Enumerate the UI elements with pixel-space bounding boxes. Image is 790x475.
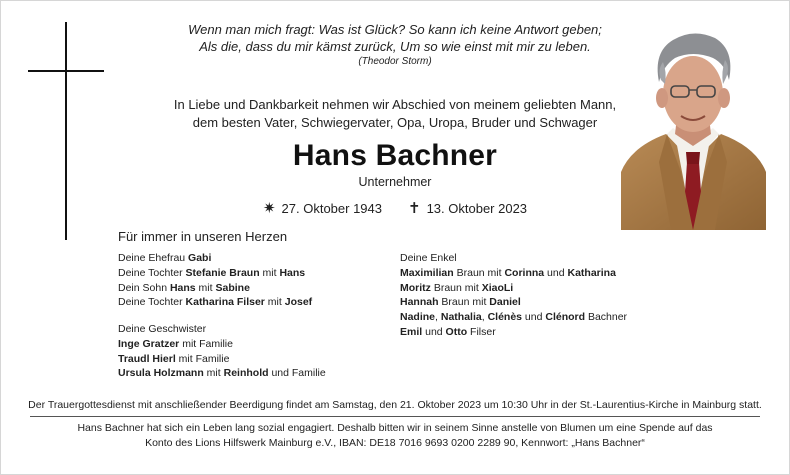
list-item: Deine Tochter Katharina Filser mit Josef	[118, 296, 313, 309]
deceased-name: Hans Bachner	[292, 139, 498, 172]
divider	[30, 416, 760, 417]
list-item: Deine Ehefrau Gabi	[118, 252, 212, 264]
life-dates	[150, 199, 640, 217]
birth-star-icon: ✷	[262, 200, 276, 217]
portrait-illustration	[621, 22, 766, 230]
quote-author: (Theodor Storm)	[358, 56, 432, 67]
quote-line-2: Als die, dass du mir kämst zurück, Um so wie einst mit mir zu leben.	[199, 39, 591, 54]
portrait-photo	[621, 22, 766, 230]
intro-line-1: In Liebe und Dankbarkeit nehmen wir Abschied von meinem geliebten Mann,	[173, 97, 617, 112]
list-item: Nadine, Nathalia, Clénès und Clénord Bachner	[400, 311, 628, 324]
list-item: Moritz Braun mit XiaoLi	[400, 281, 514, 294]
death-date: 13. Oktober 2023	[426, 201, 528, 216]
grandchildren-list	[400, 251, 627, 340]
death-cross-icon: ✝	[408, 200, 421, 217]
funeral-service-notice: Der Trauergottesdienst mit anschließender Beerdigung findet am Samstag, den 21. Oktober 2023 um 10:30 Uhr in der St.-Laurentius-Kirche in Mainburg statt.	[28, 399, 762, 411]
quote-line-1: Wenn man mich fragt: Was ist Glück? So kann ich keine Antwort geben;	[188, 22, 602, 37]
birth-date: 27. Oktober 1943	[281, 201, 382, 216]
cross-icon-vertical	[65, 22, 67, 240]
list-item: Emil und Otto Filser	[400, 325, 496, 338]
siblings-heading: Deine Geschwister	[118, 323, 207, 335]
siblings-list	[118, 322, 326, 381]
list-item: Maximilian Braun mit Corinna und Katharina	[400, 266, 616, 279]
grandchildren-heading: Deine Enkel	[400, 252, 457, 264]
list-item: Inge Gratzer mit Familie	[118, 337, 233, 350]
donation-line-1: Hans Bachner hat sich ein Leben lang sozial engagiert. Deshalb bitten wir in seinem Sinne anstelle von Blumen um eine Spende auf das	[77, 422, 713, 434]
list-item: Hannah Braun mit Daniel	[400, 296, 521, 309]
forever-in-hearts: Für immer in unseren Herzen	[118, 229, 288, 244]
donation-line-2: Konto des Lions Hilfswerk Mainburg e.V., IBAN: DE18 7016 9693 0200 2289 90, Kennwort: „Hans Bachner“	[145, 437, 645, 449]
list-item: Dein Sohn Hans mit Sabine	[118, 281, 250, 294]
family-list-close	[118, 251, 312, 310]
list-item: Ursula Holzmann mit Reinhold und Familie	[118, 367, 326, 380]
intro-line-2: dem besten Vater, Schwiegervater, Opa, Uropa, Bruder und Schwager	[192, 115, 598, 130]
deceased-profession: Unternehmer	[358, 175, 432, 189]
list-item: Traudl Hierl mit Familie	[118, 352, 230, 365]
cross-icon-horizontal	[28, 70, 104, 72]
list-item: Deine Tochter Stefanie Braun mit Hans	[118, 266, 306, 279]
